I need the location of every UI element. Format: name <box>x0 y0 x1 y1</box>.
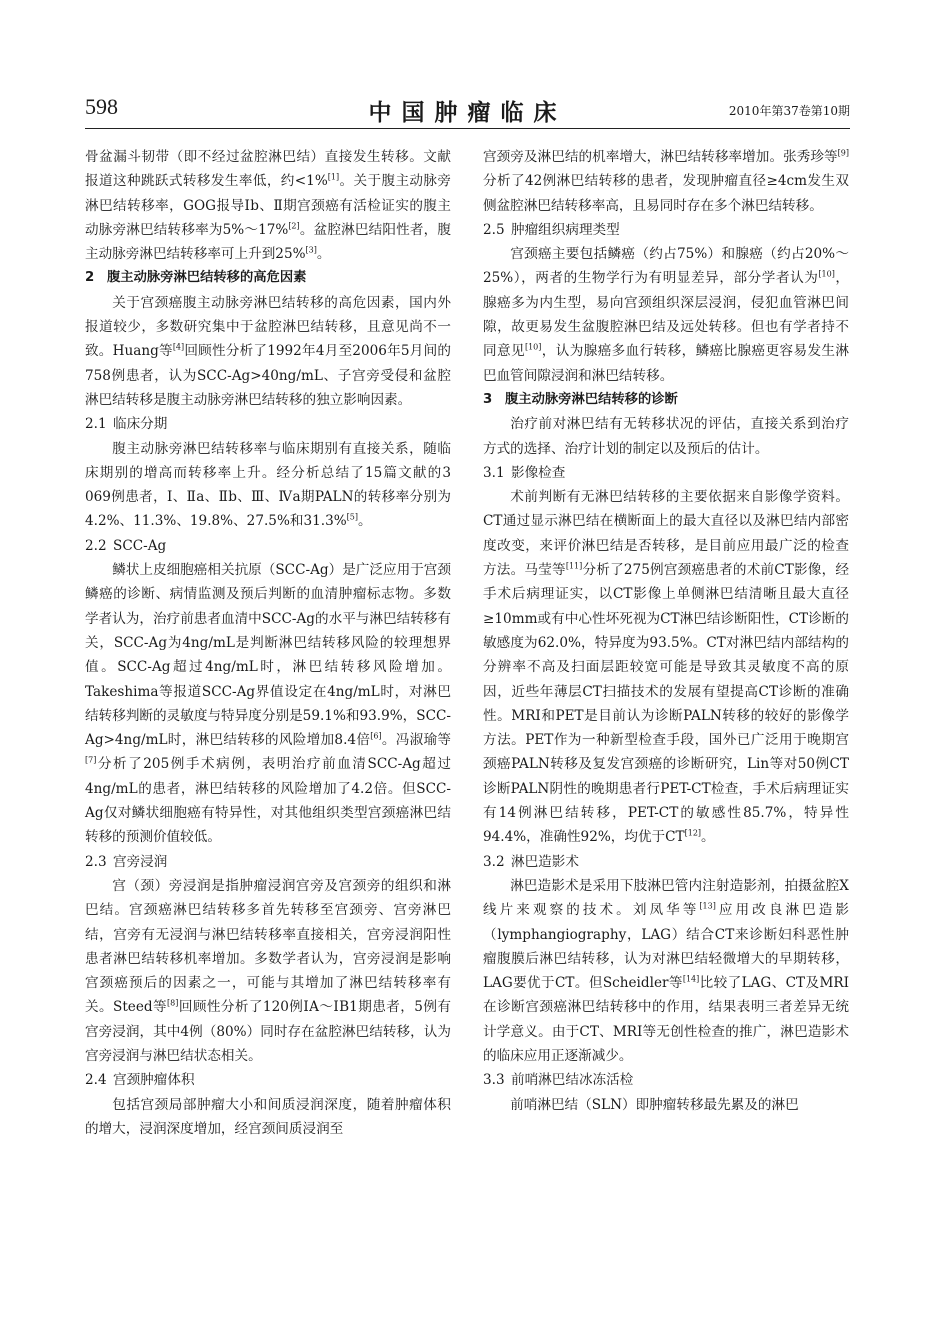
citation[interactable]: [1] <box>327 172 340 182</box>
paragraph: 宫颈旁及淋巴结的机率增大，淋巴结转移率增加。张秀珍等[9]分析了42例淋巴结转移的患者，发现肿瘤直径≥4cm发生双侧盆腔淋巴结转移率高，且易同时存在多个淋巴结转移。 <box>483 148 849 214</box>
subsection-heading: 3.1 影像检查 <box>483 464 566 481</box>
subsection-heading: 2.3 宫旁浸润 <box>85 853 168 870</box>
section-heading: 3 腹主动脉旁淋巴结转移的诊断 <box>483 391 678 407</box>
paragraph: 宫（颈）旁浸润是指肿瘤浸润宫旁及宫颈旁的组织和淋巴结。宫颈癌淋巴结转移多首先转移至宫颈旁、宫旁淋巴结，宫旁有无浸润与淋巴结转移率直接相关，宫旁浸润阳性患者淋巴结转移机率增加。多数学者认为，宫旁浸润是影响宫颈癌预后的因素之一，可能与其增加了淋巴结转移率有关。Steed等[8]回顾性分析了120例ⅠA～ⅠB1期患者，5例有宫旁浸润，其中4例（80%）同时存在盆腔淋巴结转移，认为宫旁浸润与淋巴结状态相关。 <box>85 877 451 1064</box>
citation[interactable]: [10] <box>818 269 835 279</box>
page-number: 598 <box>85 94 118 119</box>
citation[interactable]: [14] <box>682 974 700 984</box>
section-heading: 2 腹主动脉旁淋巴结转移的高危因素 <box>85 270 307 286</box>
citation[interactable]: [2] <box>288 221 300 231</box>
paragraph: 前哨淋巴结（SLN）即肿瘤转移最先累及的淋巴 <box>510 1096 799 1113</box>
citation[interactable]: [9] <box>837 148 849 158</box>
citation[interactable]: [6] <box>370 731 382 741</box>
citation[interactable]: [3] <box>305 245 317 255</box>
header-rule <box>85 128 850 129</box>
citation[interactable]: [8] <box>167 998 179 1008</box>
left-column <box>85 145 451 1141</box>
issue-info: 2010年第37卷第10期 <box>728 104 850 118</box>
citation[interactable]: [4] <box>172 342 185 352</box>
paragraph: 腹主动脉旁淋巴结转移率与临床期别有直接关系，随临床期别的增高而转移率上升。经分析总结了15篇文献的3 069例患者，Ⅰ、Ⅱa、Ⅱb、Ⅲ、Ⅳa期PALN的转移率分别为4.2%、11.3%、19.8%、27.5%和31.3%[5]。 <box>85 440 451 530</box>
paragraph: 治疗前对淋巴结有无转移状况的评估，直接关系到治疗方式的选择、治疗计划的制定以及预后的估计。 <box>483 416 849 457</box>
paragraph: 鳞状上皮细胞癌相关抗原（SCC-Ag）是广泛应用于宫颈鳞癌的诊断、病情监测及预后判断的血清肿瘤标志物。多数学者认为，治疗前患者血清中SCC-Ag的水平与淋巴结转移有关，SCC-Ag为4ng/mL是判断淋巴结转移风险的较理想界值。SCC-Ag超过4ng/mL时，淋巴结转移风险增加。Takeshima等报道SCC-Ag界值设定在4ng/mL时，对淋巴结转移判断的灵敏度与特异度分别是59.1%和93.9%，SCC-Ag>4ng/mL时，淋巴结转移的风险增加8.4倍[6]。冯淑瑜等[7]分析了205例手术病例，表明治疗前血清SCC-Ag超过4ng/mL的患者，淋巴结转移的风险增加了4.2倍。但SCC-Ag仅对鳞状细胞癌有特异性，对其他组织类型宫颈癌淋巴结转移的预测价值较低。 <box>85 562 452 846</box>
paragraph: 关于宫颈癌腹主动脉旁淋巴结转移的高危因素，国内外报道较少，多数研究集中于盆腔淋巴结转移，且意见尚不一致。Huang等[4]回顾性分析了1992年4月至2006年5月间的758例患者，认为SCC-Ag>40ng/mL、子宫旁受侵和盆腔淋巴结转移是腹主动脉旁淋巴结转移的独立影响因素。 <box>85 294 451 408</box>
citation[interactable]: [7] <box>85 755 97 765</box>
citation[interactable]: [11] <box>565 561 583 571</box>
paragraph: 骨盆漏斗韧带（即不经过盆腔淋巴结）直接发生转移。文献报道这种跳跃式转移发生率低，约<1%[1]。关于腹主动脉旁淋巴结转移率，GOG报导Ⅰb、Ⅱ期宫颈癌有活检证实的腹主动脉旁淋巴结转移率为5%～17%[2]。盆腔淋巴结阳性者，腹主动脉旁淋巴结转移率可上升到25%[3]。 <box>85 149 452 263</box>
subsection-heading: 2.4 宫颈肿瘤体积 <box>85 1072 195 1089</box>
page-header <box>85 94 850 128</box>
citation[interactable]: [10] <box>524 342 542 352</box>
journal-title: 中国肿瘤临床 <box>368 100 567 126</box>
subsection-heading: 3.2 淋巴造影术 <box>483 853 579 870</box>
paragraph: 淋巴造影术是采用下肢淋巴管内注射造影剂，拍摄盆腔X线片来观察的技术。刘凤华等[13]应用改良淋巴造影（lymphangiography，LAG）结合CT来诊断妇科恶性肿瘤腹膜后淋巴结转移，认为对淋巴结轻微增大的早期转移，LAG要优于CT。但Scheidler等[14]比较了LAG、CT及MRI在诊断宫颈癌淋巴结转移中的作用，结果表明三者差异无统计学意义。由于CT、MRI等无创性检查的推广，淋巴造影术的临床应用正逐渐减少。 <box>483 877 850 1064</box>
right-column <box>483 145 849 1117</box>
citation[interactable]: [12] <box>684 828 702 838</box>
subsection-heading: 2.2 SCC-Ag <box>85 537 167 554</box>
subsection-heading: 2.5 肿瘤组织病理类型 <box>483 221 620 238</box>
subsection-heading: 2.1 临床分期 <box>85 416 168 433</box>
paragraph: 包括宫颈局部肿瘤大小和间质浸润深度，随着肿瘤体积的增大，浸润深度增加，经宫颈间质浸润至 <box>85 1096 451 1137</box>
citation[interactable]: [13] <box>699 901 716 911</box>
paragraph: 宫颈癌主要包括鳞癌（约占75%）和腺癌（约占20%～25%），两者的生物学行为有明显差异，部分学者认为[10]，腺癌多为内生型，易向宫颈组织深层浸润，侵犯血管淋巴间隙，故更易发生盆腹腔淋巴结及远处转移。但也有学者持不同意见[10]，认为腺癌多血行转移，鳞癌比腺癌更容易发生淋巴血管间隙浸润和淋巴结转移。 <box>483 246 850 384</box>
citation[interactable]: [5] <box>346 512 358 522</box>
subsection-heading: 3.3 前哨淋巴结冰冻活检 <box>483 1072 634 1089</box>
paragraph: 术前判断有无淋巴结转移的主要依据来自影像学资料。CT通过显示淋巴结在横断面上的最大直径以及淋巴结内部密度改变，来评价淋巴结是否转移，是目前应用最广泛的检查方法。马莹等[11]分析了275例宫颈癌患者的术前CT影像，经手术后病理证实，以CT影像上单侧淋巴结清晰且最大直径≥10mm或有中心性坏死视为CT淋巴结诊断阳性，CT诊断的敏感度为62.0%，特异度为93.5%。CT对淋巴结内部结构的分辨率不高及扫面层距较宽可能是导致其灵敏度不高的原因，近些年薄层CT扫描技术的发展有望提高CT诊断的准确性。MRI和PET是目前认为诊断PALN转移的较好的影像学方法。PET作为一种新型检查手段，国外已广泛用于晚期宫颈癌PALN转移及复发宫颈癌的诊断研究，Lin等对50例CT诊断PALN阴性的晚期患者行PET-CT检查，手术后病理证实有14例淋巴结转移，PET-CT的敏感性85.7%，特异性94.4%，准确性92%，均优于CT[12]。 <box>483 489 849 846</box>
